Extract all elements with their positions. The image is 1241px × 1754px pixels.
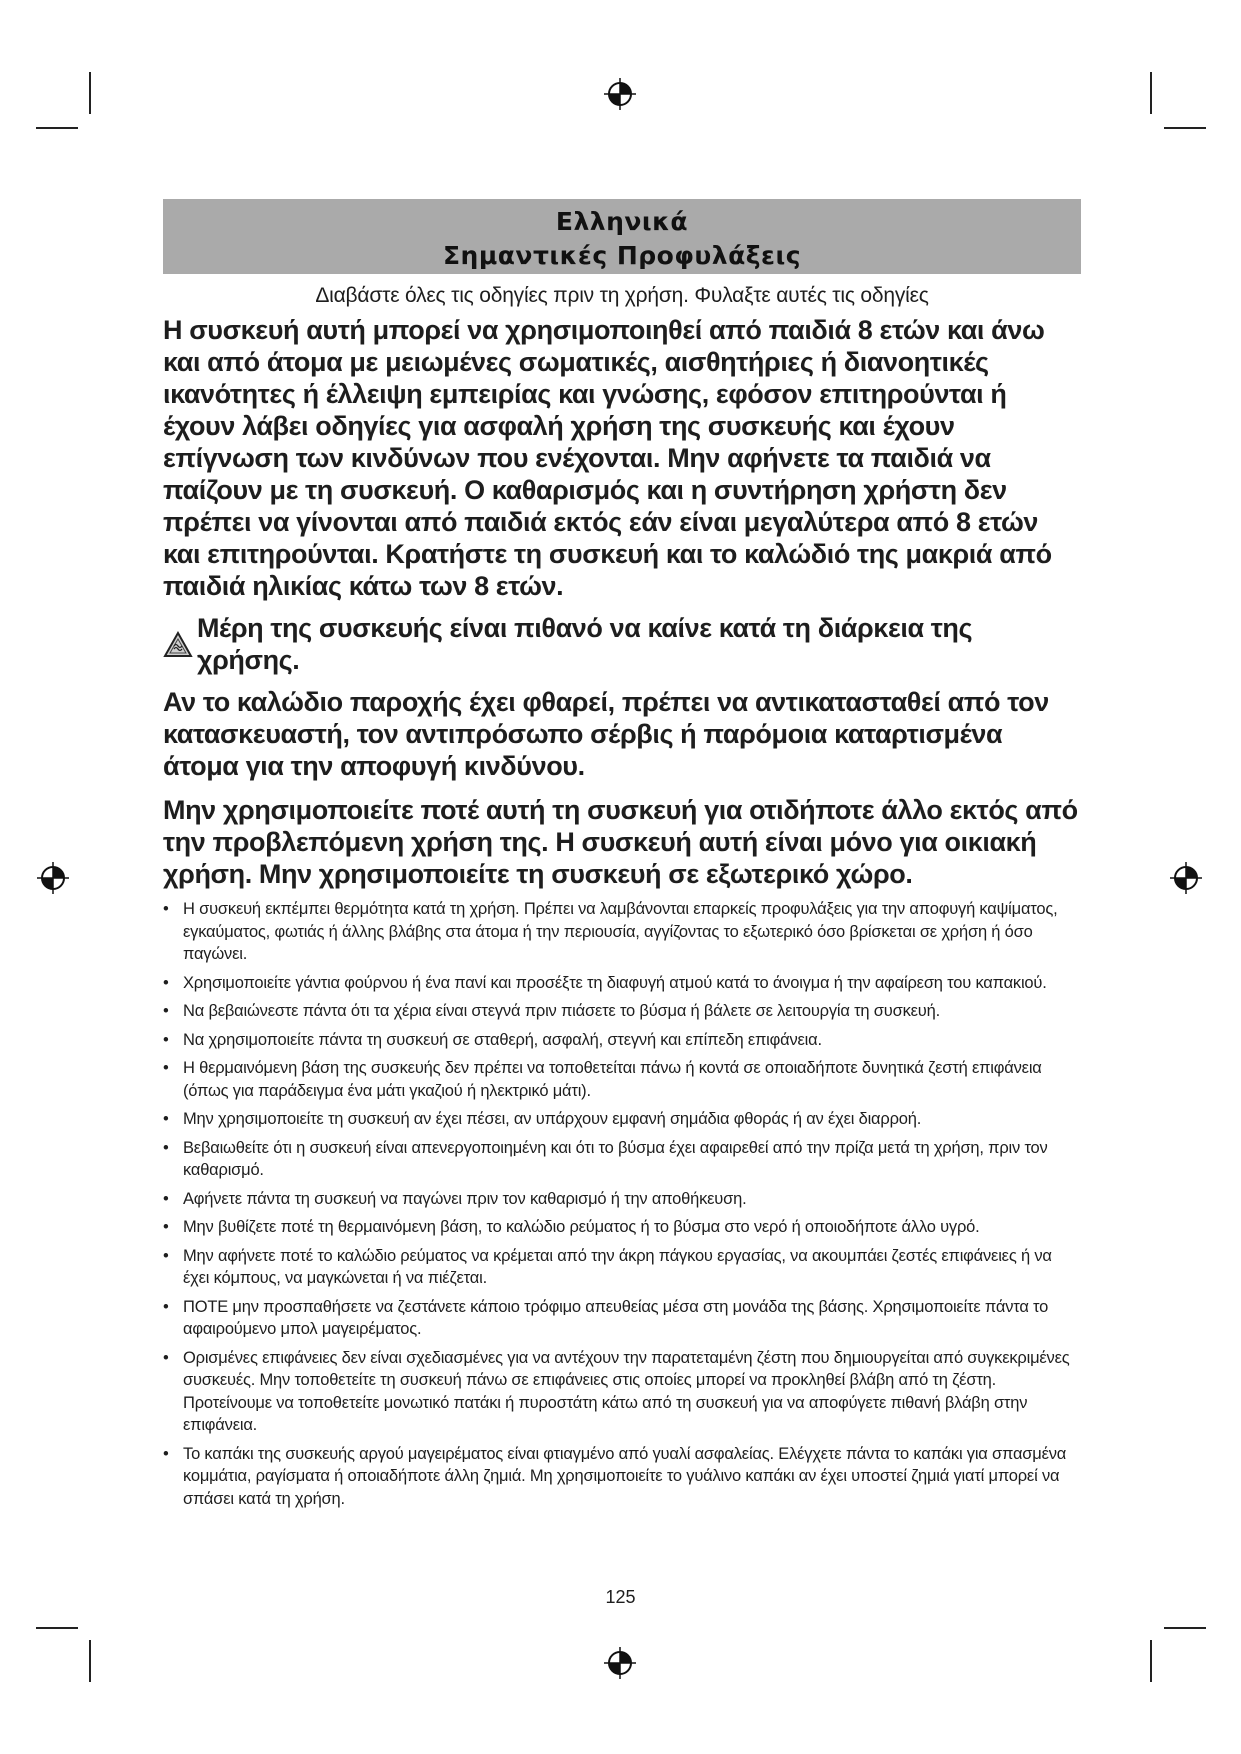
hot-parts-warning [163, 612, 1081, 676]
list-item: • Να βεβαιώνεστε πάντα ότι τα χέρια είναι στεγνά πριν πιάσετε το βύσμα ή βάλετε σε λειτουργία τη συσκευή. [163, 1000, 1081, 1023]
list-item: • ΠΟΤΕ μην προσπαθήσετε να ζεστάνετε κάποιο τρόφιμο απευθείας μέσα στη μονάδα της βάσης. Χρησιμοποιείτε πάντα το αφαιρούμενο μπολ μαγειρέματος. [163, 1296, 1081, 1341]
crop-mark-bottom-left-horizontal [36, 1627, 78, 1629]
list-item: • Να χρησιμοποιείτε πάντα τη συσκευή σε σταθερή, ασφαλή, στεγνή και επίπεδη επιφάνεια. [163, 1029, 1081, 1052]
page-content [163, 199, 1081, 1516]
list-item: • Μην βυθίζετε ποτέ τη θερμαινόμενη βάση, το καλώδιο ρεύματος ή το βύσμα στο νερό ή οποιοδήποτε άλλο υγρό. [163, 1216, 1081, 1239]
page-title: Σημαντικές Προφυλάξεις [442, 241, 802, 270]
list-item: • Η θερμαινόμενη βάση της συσκευής δεν πρέπει να τοποθετείται πάνω ή κοντά σε οποιαδήποτε δυνητικά ζεστή επιφάνεια (όπως για παράδειγμα ένα μάτι γκαζιού ή ηλεκτρικό μάτι). [163, 1057, 1081, 1102]
instructions-subtitle: Διαβάστε όλες τις οδηγίες πριν τη χρήση. Φυλαξτε αυτές τις οδηγίες [315, 284, 929, 307]
language-heading: Ελληνικά [555, 207, 689, 236]
crop-mark-top-left-horizontal [36, 127, 78, 129]
page-number: 125 [605, 1587, 636, 1607]
intended-use-paragraph: Μην χρησιμοποιείτε ποτέ αυτή τη συσκευή για οτιδήποτε άλλο εκτός από την προβλεπόμενη χρήση της. Η συσκευή αυτή είναι μόνο για οικιακή χρήση. Μην χρησιμοποιείτε τη συσκευή σε εξωτερικό χώρο. [163, 795, 1078, 889]
list-item: • Το καπάκι της συσκευής αργού μαγειρέματος είναι φτιαγμένο από γυαλί ασφαλείας. Ελέγχετε πάντα το καπάκι για σπασμένα κομμάτια, ραγίσματα ή οποιαδήποτε άλλη ζημιά. Μη χρησιμοποιείτε το γυάλινο καπάκι αν έχει υποστεί ζημιά γιατί μπορεί να σπάσει κατά τη χρήση. [163, 1443, 1081, 1511]
list-item: • Ορισμένες επιφάνειες δεν είναι σχεδιασμένες για να αντέχουν την παρατεταμένη ζέστη που δημιουργείται από συγκεκριμένες συσκευές. Μην τοποθετείτε τη συσκευή πάνω σε επιφάνειες στις οποίες μπορεί να προκληθεί βλάβη από τη ζέστη. Προτείνουμε να τοποθετείτε μονωτικό πατάκι ή πυροστάτη κάτω από τη συσκευή για να αποφύγετε πιθανή βλάβη στην επιφάνεια. [163, 1347, 1081, 1437]
children-supervision-paragraph: Η συσκευή αυτή μπορεί να χρησιμοποιηθεί από παιδιά 8 ετών και άνω και από άτομα με μειωμένες σωματικές, αισθητήριες ή διανοητικές ικανότητες ή έλλειψη εμπειρίας και γνώσης, εφόσον επιτηρούνται ή έχουν λάβει οδηγίες για ασφαλή χρήση της συσκευής και έχουν επίγνωση των κινδύνων που ενέχονται. Μην αφήνετε τα παιδιά να παίζουν με τη συσκευή. Ο καθαρισμός και η συντήρηση χρήστη δεν πρέπει να γίνονται από παιδιά εκτός εάν είναι μεγαλύτερα από 8 ετών και επιτηρούνται. Κρατήστε τη συσκευή και το καλώδιό της μακριά από παιδιά ηλικίας κάτω των 8 ετών. [163, 315, 1052, 601]
warning-triangle-icon [163, 631, 193, 658]
list-item: • Χρησιμοποιείτε γάντια φούρνου ή ένα πανί και προσέξτε τη διαφυγή ατμού κατά το άνοιγμα ή την αφαίρεση του καπακιού. [163, 972, 1081, 995]
list-item: • Μην αφήνετε ποτέ το καλώδιο ρεύματος να κρέμεται από την άκρη πάγκου εργασίας, να ακουμπάει ζεστές επιφάνειες ή να έχει κόμπους, να μαγκώνεται ή να πιέζεται. [163, 1245, 1081, 1290]
registration-mark-left-icon [37, 862, 69, 894]
crop-mark-bottom-right-horizontal [1164, 1627, 1206, 1629]
safety-bullet-list [163, 898, 1081, 1510]
hot-parts-warning-text: Μέρη της συσκευής είναι πιθανό να καίνε κατά τη διάρκεια της χρήσης. [196, 613, 973, 675]
crop-mark-bottom-right-vertical [1150, 1640, 1152, 1682]
crop-mark-top-right-vertical [1150, 72, 1152, 114]
list-item: • Βεβαιωθείτε ότι η συσκευή είναι απενεργοποιημένη και ότι το βύσμα έχει αφαιρεθεί από την πρίζα μετά τη χρήση, πριν τον καθαρισμό. [163, 1137, 1081, 1182]
list-item: • Η συσκευή εκπέμπει θερμότητα κατά τη χρήση. Πρέπει να λαμβάνονται επαρκείς προφυλάξεις για την αποφυγή καψίματος, εγκαύματος, φωτιάς ή άλλης βλάβης στα άτομα ή την περιουσία, αγγίζοντας το εξωτερικό όσο βρίσκεται σε χρήση ή όσο παγώνει. [163, 898, 1081, 966]
crop-mark-top-right-horizontal [1164, 127, 1206, 129]
damaged-cord-paragraph: Αν το καλώδιο παροχής έχει φθαρεί, πρέπει να αντικατασταθεί από τον κατασκευαστή, τον αντιπρόσωπο σέρβις ή παρόμοια καταρτισμένα άτομα για την αποφυγή κινδύνου. [163, 687, 1049, 781]
registration-mark-top-icon [604, 78, 636, 110]
registration-mark-right-icon [1170, 862, 1202, 894]
registration-mark-bottom-icon [604, 1647, 636, 1679]
list-item: • Μην χρησιμοποιείτε τη συσκευή αν έχει πέσει, αν υπάρχουν εμφανή σημάδια φθοράς ή αν έχει διαρροή. [163, 1108, 1081, 1131]
crop-mark-top-left-vertical [89, 72, 91, 114]
header-banner [163, 199, 1081, 274]
list-item: • Αφήνετε πάντα τη συσκευή να παγώνει πριν τον καθαρισμό ή την αποθήκευση. [163, 1188, 1081, 1211]
crop-mark-bottom-left-vertical [89, 1640, 91, 1682]
